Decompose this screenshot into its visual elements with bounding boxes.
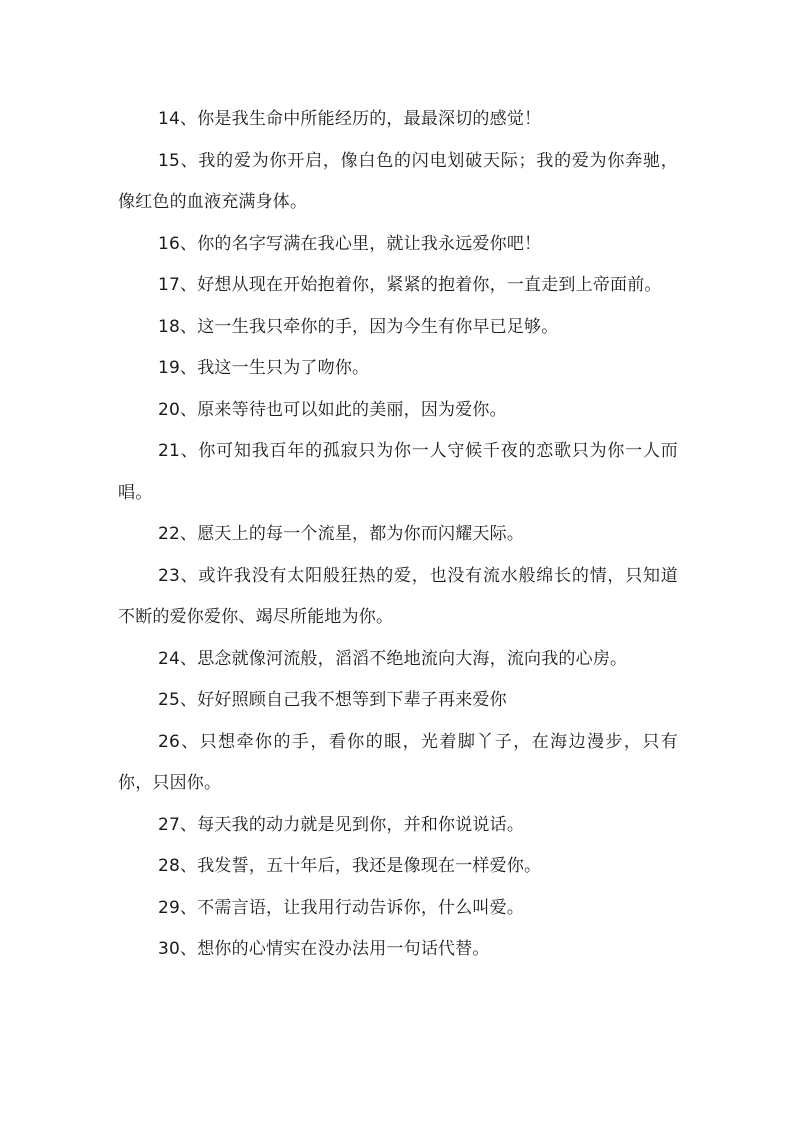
paragraph-23: 23、或许我没有太阳般狂热的爱，也没有流水般绵长的情，只知道不断的爱你爱你、竭尽所能地为你。	[118, 565, 678, 627]
paragraph-29: 29、不需言语，让我用行动告诉你，什么叫爱。	[158, 897, 525, 918]
paragraph-19: 19、我这一生只为了吻你。	[158, 358, 370, 378]
paragraph-21: 21、你可知我百年的孤寂只为你一人守候千夜的恋歌只为你一人而唱。	[118, 441, 678, 503]
paragraph-15: 15、我的爱为你开启，像白色的闪电划破天际；我的爱为你奔驰，像红色的血液充满身体。	[118, 150, 678, 212]
paragraph-26: 26、只想牵你的手，看你的眼，光着脚丫子，在海边漫步，只有你，只因你。	[118, 731, 678, 793]
paragraph-18: 18、这一生我只牵你的手，因为今生有你早已足够。	[158, 316, 559, 337]
paragraph-14: 14、你是我生命中所能经历的，最最深切的感觉！	[158, 109, 542, 129]
paragraph-27: 27、每天我的动力就是见到你，并和你说说话。	[158, 814, 525, 835]
document-body	[118, 99, 678, 971]
paragraph-16: 16、你的名字写满在我心里，就让我永远爱你吧！	[158, 233, 542, 254]
paragraph-22: 22、愿天上的每一个流星，都为你而闪耀天际。	[158, 524, 525, 544]
paragraph-24: 24、思念就像河流般，滔滔不绝地流向大海，流向我的心房。	[158, 648, 628, 669]
paragraph-20: 20、原来等待也可以如此的美丽，因为爱你。	[158, 399, 507, 420]
paragraph-28: 28、我发誓，五十年后，我还是像现在一样爱你。	[158, 856, 542, 876]
paragraph-25: 25、好好照顾自己我不想等到下辈子再来爱你	[158, 690, 507, 710]
paragraph-17: 17、好想从现在开始抱着你，紧紧的抱着你，一直走到上帝面前。	[158, 275, 662, 295]
paragraph-30: 30、想你的心情实在没办法用一句话代替。	[158, 939, 490, 959]
